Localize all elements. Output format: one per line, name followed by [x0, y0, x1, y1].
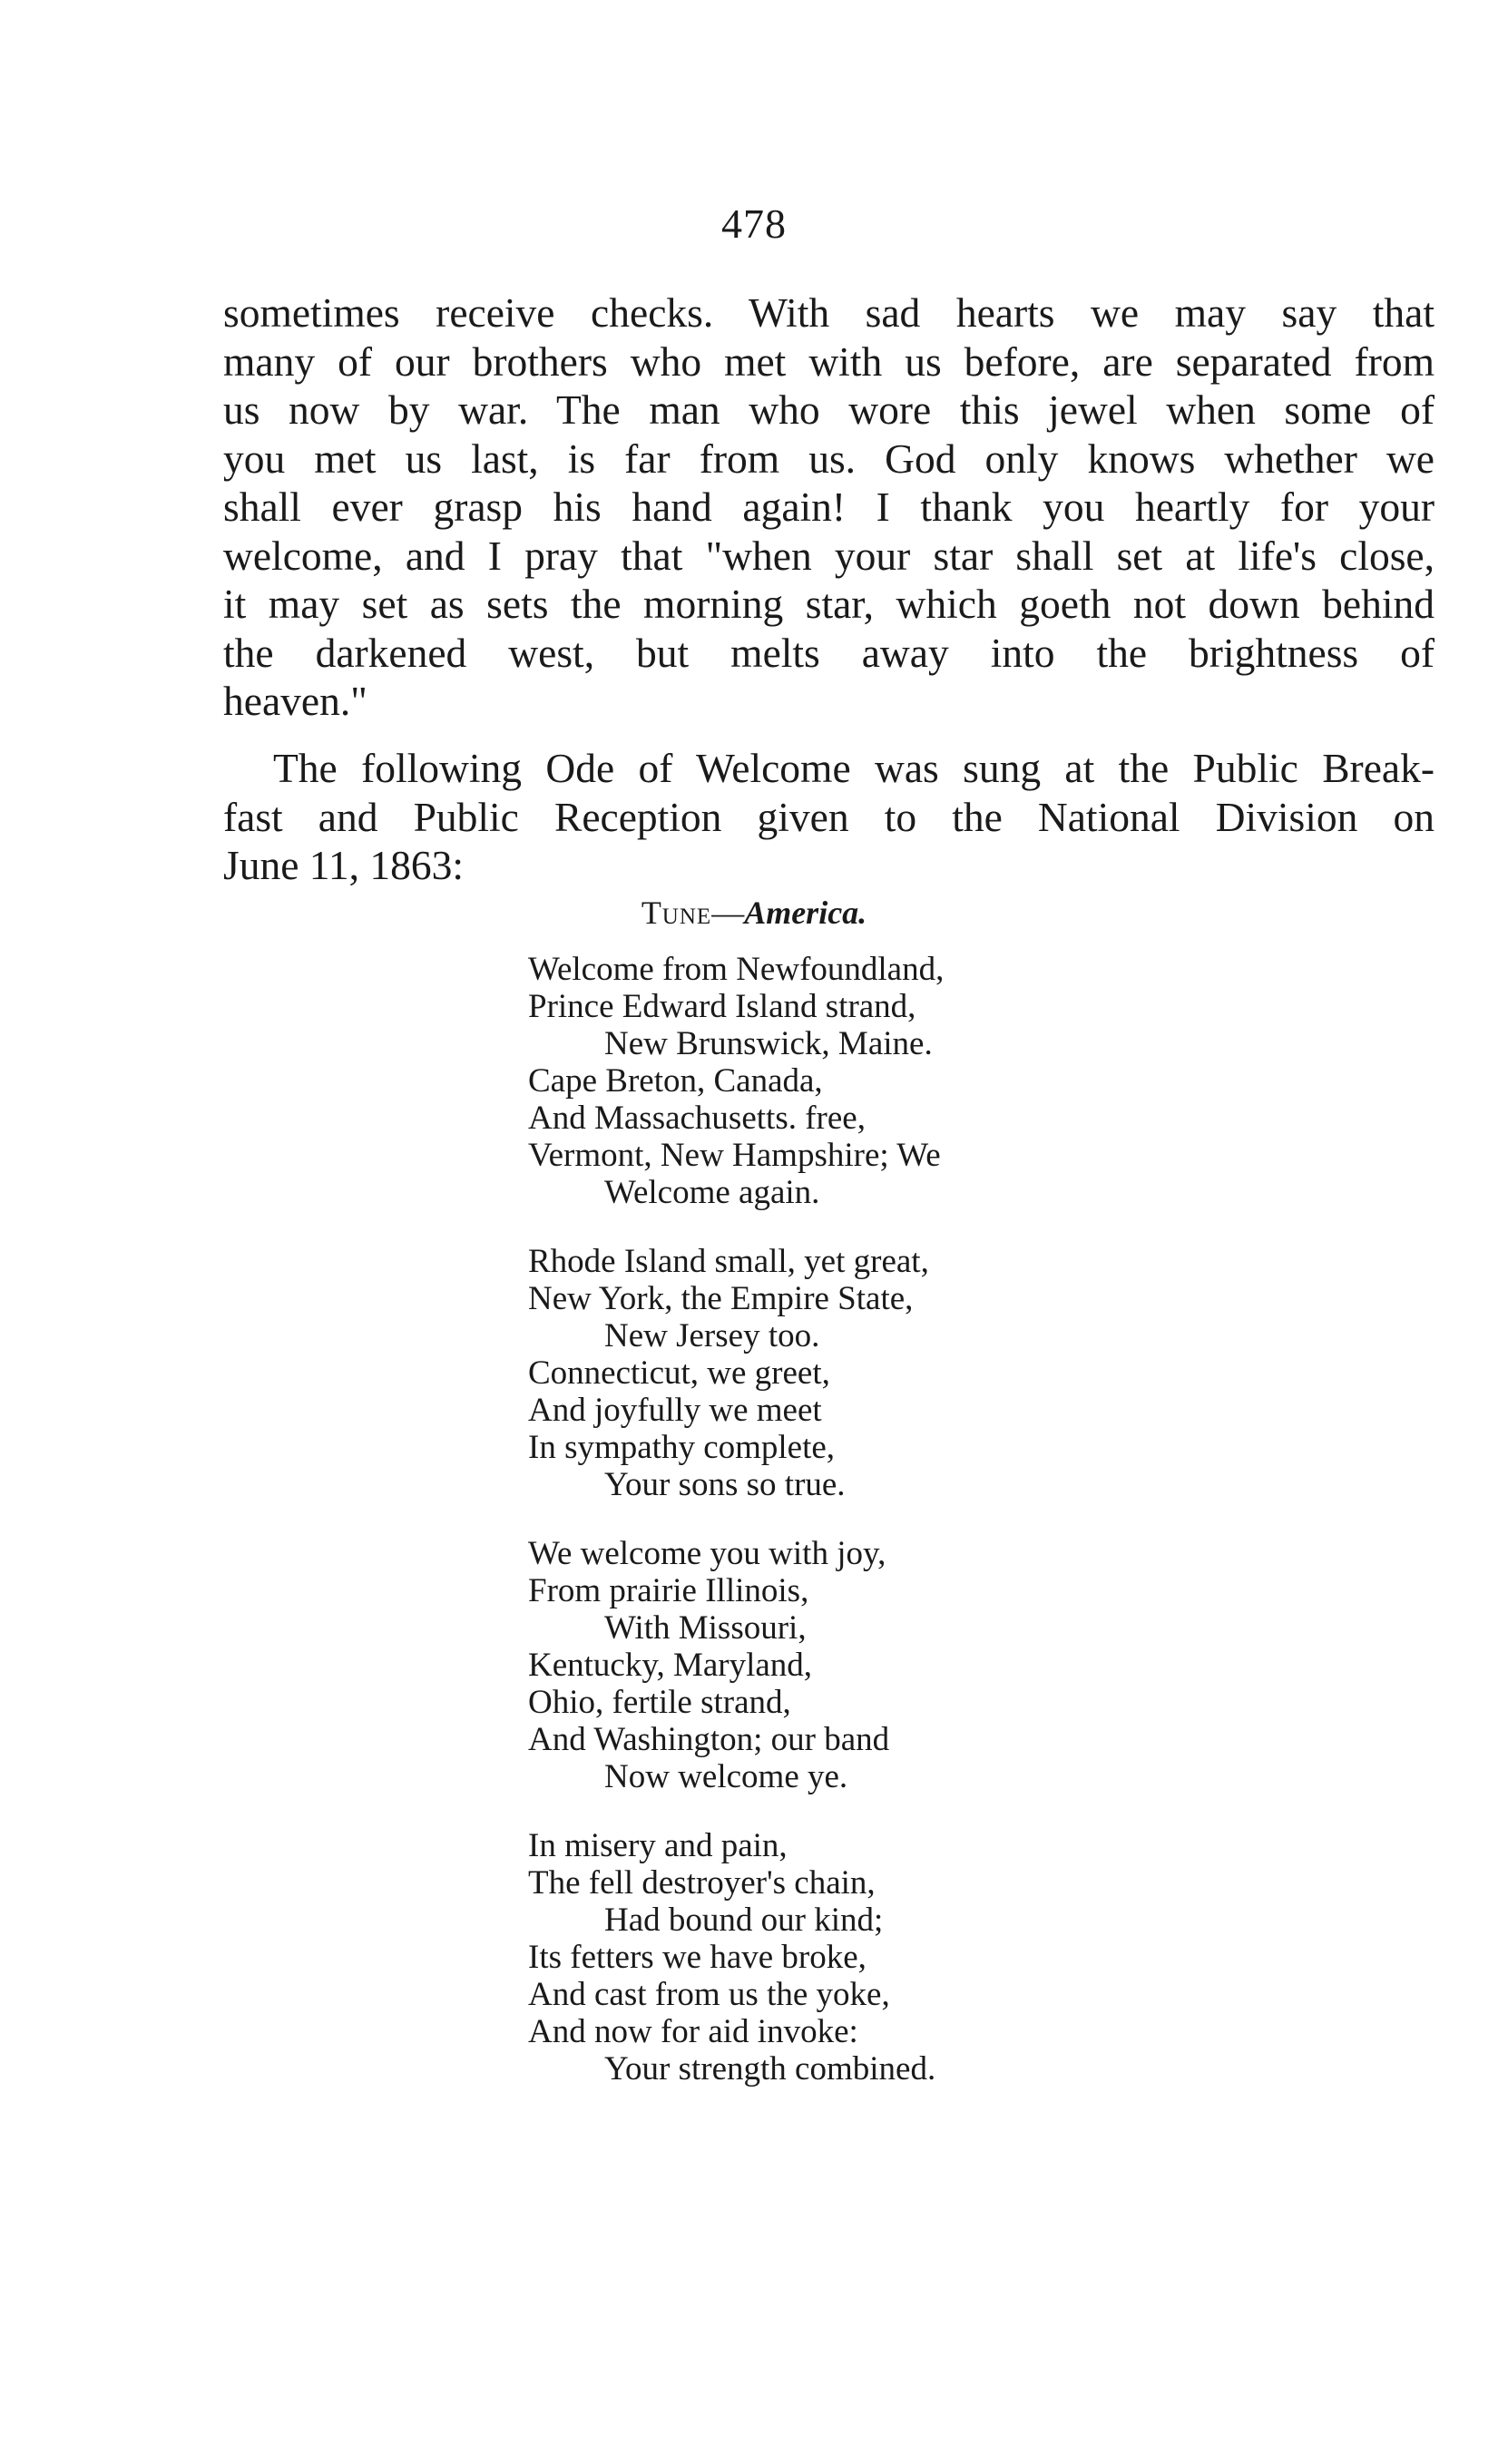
ode-of-welcome: [528, 951, 944, 2119]
tune-heading: [0, 894, 1508, 932]
text-line: welcome, and I pray that "when your star shall set at life's close,: [223, 532, 1435, 579]
verse-line: Its fetters we have broke,: [528, 1939, 867, 1976]
text-line: heaven.": [223, 678, 367, 724]
text-line: us now by war. The man who wore this jewel when some of: [223, 386, 1435, 433]
verse-line: In sympathy complete,: [528, 1429, 836, 1466]
verse-line: And cast from us the yoke,: [528, 1976, 890, 2013]
verse-line: New Jersey too.: [604, 1317, 820, 1354]
stanza: [528, 1535, 944, 1795]
verse-line: We welcome you with joy,: [528, 1535, 886, 1572]
verse-line: Connecticut, we greet,: [528, 1354, 830, 1392]
verse-line: With Missouri,: [604, 1609, 807, 1647]
verse-line: In misery and pain,: [528, 1827, 788, 1864]
verse-line: Your sons so true.: [604, 1466, 846, 1503]
verse-line: From prairie Illinois,: [528, 1572, 809, 1609]
verse-line: Welcome again.: [604, 1174, 820, 1211]
verse-line: Now welcome ye.: [604, 1758, 848, 1795]
stanza: [528, 951, 944, 1211]
text-line: many of our brothers who met with us before, are separated from: [223, 337, 1435, 385]
verse-line: Welcome from Newfoundland,: [528, 951, 945, 988]
verse-line: Rhode Island small, yet great,: [528, 1243, 929, 1280]
paragraph-closing-remarks: [223, 288, 1435, 726]
tune-dash: —: [711, 895, 745, 931]
tune-name: America.: [744, 895, 867, 931]
verse-line: New Brunswick, Maine.: [604, 1025, 933, 1062]
tune-label: Tune: [641, 895, 712, 931]
verse-line: New York, the Empire State,: [528, 1280, 914, 1317]
verse-line: And Washington; our band: [528, 1721, 890, 1758]
stanza: [528, 1827, 944, 2088]
verse-line: Had bound our kind;: [604, 1902, 884, 1939]
verse-line: And joyfully we meet: [528, 1392, 822, 1429]
verse-line: Prince Edward Island strand,: [528, 988, 916, 1025]
text-line: you met us last, is far from us. God only knows whether we: [223, 435, 1435, 482]
verse-line: The fell destroyer's chain,: [528, 1864, 876, 1902]
page-number: 478: [721, 200, 787, 247]
text-line: shall ever grasp his hand again! I thank you heartly for your: [223, 484, 1435, 530]
text-line: June 11, 1863:: [223, 842, 464, 888]
text-line: sometimes receive checks. With sad hearts we may say that: [223, 289, 1435, 336]
verse-line: Vermont, New Hampshire; We: [528, 1137, 941, 1174]
verse-line: Ohio, fertile strand,: [528, 1684, 791, 1721]
stanza: [528, 1243, 944, 1503]
verse-line: And Massachusetts. free,: [528, 1100, 866, 1137]
paragraph-ode-introduction: [223, 744, 1435, 890]
verse-line: And now for aid invoke:: [528, 2013, 858, 2050]
text-line: The following Ode of Welcome was sung at the Public Break-: [273, 745, 1435, 791]
text-line: the darkened west, but melts away into the brightness of: [223, 629, 1435, 676]
text-line: it may set as sets the morning star, which goeth not down behind: [223, 581, 1435, 627]
text-line: fast and Public Reception given to the National Division on: [223, 793, 1435, 840]
verse-line: Kentucky, Maryland,: [528, 1647, 813, 1684]
verse-line: Cape Breton, Canada,: [528, 1062, 823, 1100]
verse-line: Your strength combined.: [604, 2050, 936, 2088]
